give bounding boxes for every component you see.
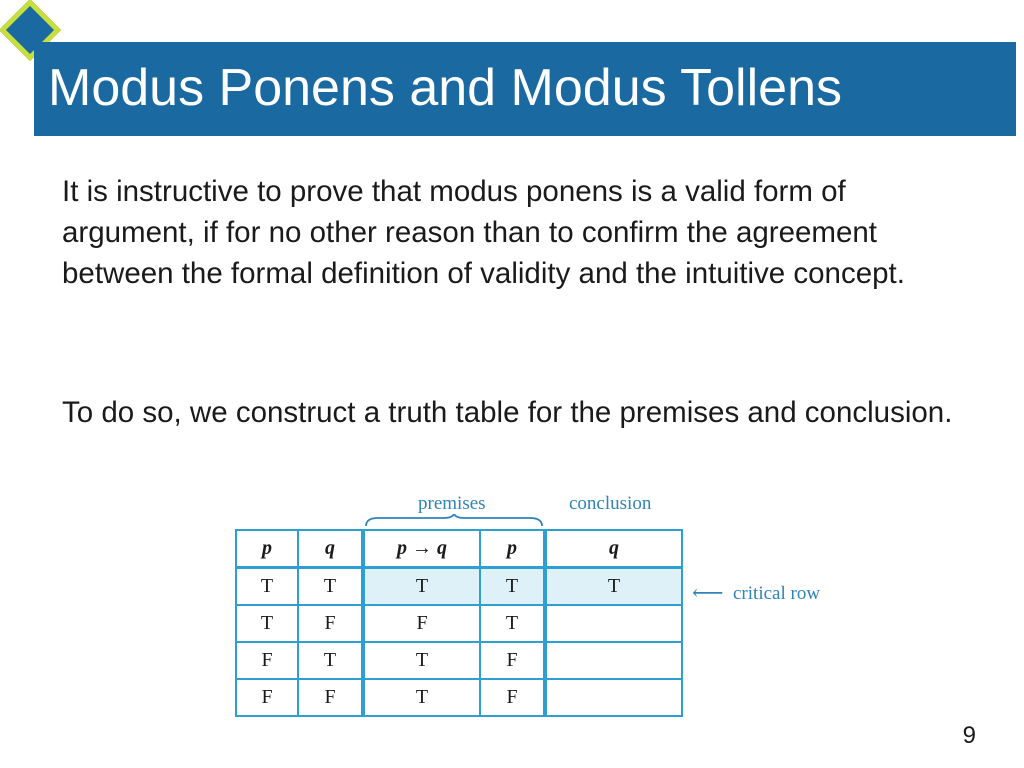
table-cell: F [236,679,298,716]
conclusion-label: conclusion [569,493,652,514]
table-row [236,605,682,642]
table-cell: F [298,605,363,642]
table-row [236,568,682,606]
header-cell: p → q [363,530,480,568]
title-bar [34,42,1016,136]
table-cell: F [298,679,363,716]
table-cell: T [480,568,545,606]
table-row [236,679,682,716]
body-paragraph-2: To do so, we construct a truth table for the premises and conclusion. [62,396,953,429]
table-cell: T [236,568,298,606]
table-cell: T [298,568,363,606]
table-cell: F [236,642,298,679]
slide-title: Modus Ponens and Modus Tollens [48,59,842,117]
premises-label: premises [418,493,486,514]
table-cell [545,642,682,679]
premises-brace-icon [364,514,544,528]
critical-row-label: critical row [733,583,821,604]
table-cell: T [363,642,480,679]
header-cell: q [545,530,682,568]
table-cell: F [480,642,545,679]
header-cell: q [298,530,363,568]
table-header-row [236,530,682,568]
table-row [236,642,682,679]
header-cell: p [480,530,545,568]
table-cell: F [363,605,480,642]
table-cell: T [298,642,363,679]
table-cell: T [480,605,545,642]
table-cell: T [363,568,480,606]
table-cell: T [545,568,682,606]
truth-table [235,529,683,717]
table-cell: T [236,605,298,642]
table-cell [545,679,682,716]
table-cell [545,605,682,642]
body-paragraph-1: It is instructive to prove that modus ponens is a valid form of argument, if for no other reason than to confirm the agreement between the formal definition of validity and the intuitive concept. [62,175,905,290]
header-cell: p [236,530,298,568]
page-number: 9 [962,722,976,749]
table-cell: T [363,679,480,716]
critical-row-arrow-icon: ⟵ [692,580,724,605]
table-cell: F [480,679,545,716]
